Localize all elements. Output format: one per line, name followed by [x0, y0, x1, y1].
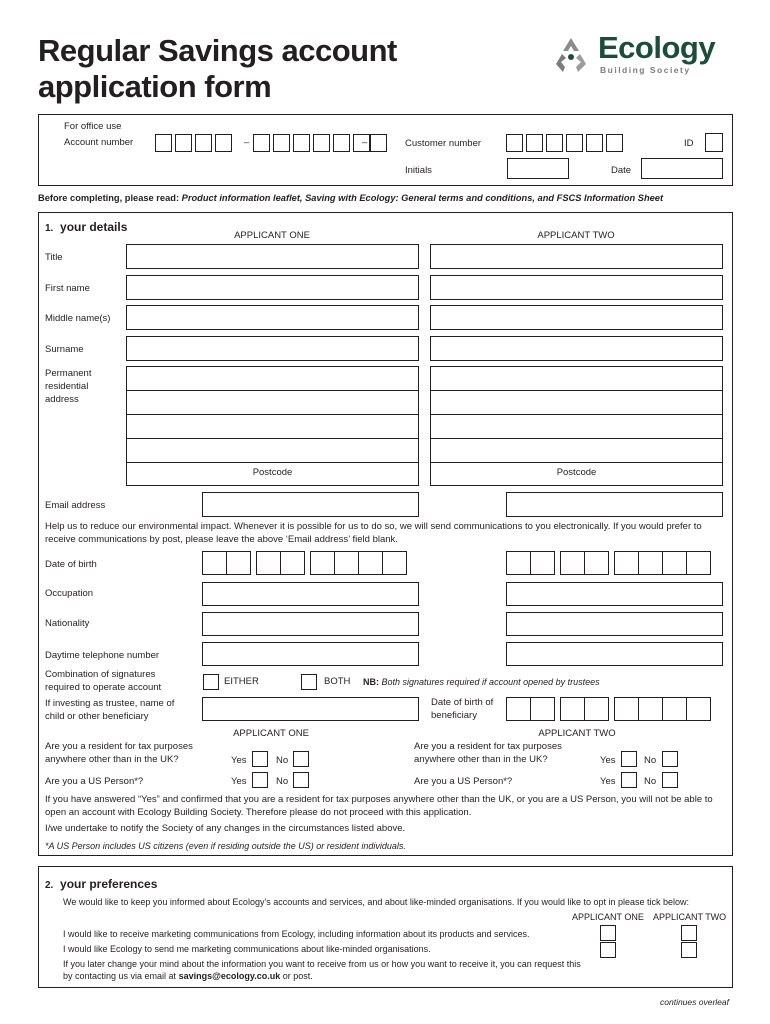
applicant-one-occupation-input[interactable] [202, 582, 419, 606]
digit-box[interactable] [662, 697, 687, 721]
section-title: your preferences [60, 877, 158, 891]
email-note: Help us to reduce our environmental impact. Whenever it is possible for us to do so, we will send communications to you electronically. If you would prefer to receive communications by post, please leave the above ‘Email address’ field blank. [45, 521, 702, 545]
applicant-two-ecology-marketing-checkbox[interactable] [681, 925, 697, 941]
applicant-one-ecology-marketing-checkbox[interactable] [600, 925, 616, 941]
either-checkbox[interactable] [203, 674, 219, 690]
digit-box[interactable] [202, 551, 227, 575]
tax-applicant-one-heading: APPLICANT ONE [233, 728, 309, 739]
email-label: Email address [45, 500, 106, 511]
tax-warning: If you have answered “Yes” and confirmed that you are a resident for tax purposes anywhere other than the UK, or you are a US Person, you will not be able to open an account with Ecology Building Society. Therefore please do not proceed with this application. [45, 794, 713, 818]
digit-box[interactable] [273, 134, 290, 152]
digit-box[interactable] [175, 134, 192, 152]
section-title: your details [60, 220, 128, 234]
applicant-one-us-yes-checkbox[interactable] [252, 772, 268, 788]
digit-box[interactable] [506, 134, 523, 152]
digit-box[interactable] [313, 134, 330, 152]
no-label: No [276, 755, 289, 766]
applicant-one-organisations-marketing-checkbox[interactable] [600, 942, 616, 958]
first-name-label: First name [45, 283, 90, 294]
digit-box[interactable] [526, 134, 543, 152]
savings-email-link[interactable]: savings@ecology.co.uk [178, 971, 281, 981]
logo-name: Ecology [598, 30, 716, 65]
digit-box[interactable] [586, 134, 603, 152]
change-note-text: If you later change your mind about the information you want to receive from us or how you want to receive it, you can request this by contacting us via email at [63, 959, 581, 981]
occupation-label: Occupation [45, 588, 94, 599]
dash: – [244, 137, 250, 148]
both-checkbox[interactable] [301, 674, 317, 690]
digit-box[interactable] [155, 134, 172, 152]
change-preferences-note [63, 958, 583, 982]
nb-label: NB: [363, 677, 379, 687]
dash: – [362, 137, 368, 148]
yes-label: Yes [231, 755, 247, 766]
us-person-footnote: *A US Person includes US citizens (even if residing outside the US) or resident individuals. [45, 841, 406, 851]
applicant-one-us-no-checkbox[interactable] [293, 772, 309, 788]
yes-label: Yes [231, 776, 247, 787]
digit-box[interactable] [334, 551, 359, 575]
digit-box[interactable] [614, 551, 639, 575]
date-label: Date [611, 165, 632, 176]
customer-number-label: Customer number [405, 138, 482, 149]
change-note-suffix: or post. [280, 971, 313, 981]
marketing-option-ecology: I would like to receive marketing communications from Ecology, including information about its products and services. [63, 929, 530, 939]
digit-box[interactable] [253, 134, 270, 152]
digit-box[interactable] [546, 134, 563, 152]
applicant-two-email-input[interactable] [506, 492, 723, 517]
pref-applicant-two-heading: APPLICANT TWO [653, 912, 727, 922]
applicant-two-resident-no-checkbox[interactable] [662, 751, 678, 767]
logo-subtitle: Building Society [600, 65, 691, 75]
nb-note [363, 676, 600, 688]
no-label: No [644, 755, 657, 766]
pref-applicant-one-heading: APPLICANT ONE [572, 912, 644, 922]
no-label: No [644, 776, 657, 787]
digit-box[interactable] [310, 551, 335, 575]
digit-box[interactable] [370, 134, 387, 152]
applicant-two-us-yes-checkbox[interactable] [621, 772, 637, 788]
digit-box[interactable] [280, 551, 305, 575]
customer-number-digits[interactable] [506, 134, 626, 152]
digit-box[interactable] [662, 551, 687, 575]
applicant-two-resident-question: Are you a resident for tax purposes anywhere other than in the UK? [414, 741, 562, 765]
digit-box[interactable] [293, 134, 310, 152]
either-label: EITHER [224, 676, 259, 687]
applicant-two-first-name-input[interactable] [430, 275, 723, 300]
applicant-two-phone-input[interactable] [506, 642, 723, 666]
ecology-logo [550, 30, 740, 78]
applicant-one-resident-yes-checkbox[interactable] [252, 751, 268, 767]
initials-label: Initials [405, 165, 432, 176]
digit-box[interactable] [686, 551, 711, 575]
digit-box[interactable] [195, 134, 212, 152]
yes-label: Yes [600, 755, 616, 766]
applicant-two-nationality-input[interactable] [506, 612, 723, 636]
postcode-label: Postcode [252, 467, 293, 478]
read-notice [38, 192, 663, 204]
applicant-two-surname-input[interactable] [430, 336, 723, 361]
preferences-intro: We would like to keep you informed about Ecology’s accounts and services, and about like-minded organisations. If you would like to opt in please tick below: [63, 897, 690, 907]
section-number: 1. [45, 223, 54, 234]
phone-label: Daytime telephone number [45, 650, 160, 661]
digit-box[interactable] [638, 697, 663, 721]
no-label: No [276, 776, 289, 787]
applicant-one-middle-names-input[interactable] [126, 305, 419, 330]
applicant-two-us-no-checkbox[interactable] [662, 772, 678, 788]
both-label: BOTH [324, 676, 351, 687]
account-number-digits-c[interactable] [370, 134, 390, 152]
digit-box[interactable] [606, 134, 623, 152]
id-input[interactable] [705, 133, 723, 152]
tax-applicant-two-heading: APPLICANT TWO [538, 728, 616, 739]
dob-label: Date of birth [45, 559, 97, 570]
page-title [38, 33, 397, 105]
marketing-option-organisations: I would like Ecology to send me marketing communications about like-minded organisations. [63, 944, 431, 954]
section-1-heading [45, 220, 127, 234]
digit-box[interactable] [560, 697, 585, 721]
address-label: Permanent residential address [45, 368, 92, 405]
digit-box[interactable] [506, 697, 531, 721]
applicant-one-first-name-input[interactable] [126, 275, 419, 300]
account-number-digits-b[interactable] [253, 134, 373, 152]
date-input[interactable] [641, 158, 723, 179]
applicant-two-dob-input[interactable] [506, 551, 716, 575]
applicant-two-organisations-marketing-checkbox[interactable] [681, 942, 697, 958]
recycle-icon [550, 34, 592, 76]
digit-box[interactable] [584, 697, 609, 721]
applicant-one-email-input[interactable] [202, 492, 419, 517]
digit-box[interactable] [215, 134, 232, 152]
applicant-one-resident-no-checkbox[interactable] [293, 751, 309, 767]
notice-prefix: Before completing, please read: [38, 193, 182, 203]
id-label: ID [684, 138, 694, 149]
applicant-one-nationality-input[interactable] [202, 612, 419, 636]
applicant-one-address-input[interactable] [126, 366, 419, 486]
digit-box[interactable] [506, 551, 531, 575]
notice-documents: Product information leaflet, Saving with Ecology: General terms and conditions, and FSCS Information Sheet [181, 193, 664, 203]
applicant-two-address-input[interactable] [430, 366, 723, 486]
applicant-two-title-input[interactable] [430, 244, 723, 269]
applicant-one-title-input[interactable] [126, 244, 419, 269]
trustee-label: If investing as trustee, name of child or other beneficiary [45, 698, 175, 722]
nationality-label: Nationality [45, 618, 90, 629]
title-label: Title [45, 252, 63, 263]
applicant-one-surname-input[interactable] [126, 336, 419, 361]
applicant-one-us-question: Are you a US Person*? [45, 776, 144, 787]
section-2-heading [45, 877, 157, 891]
beneficiary-name-input[interactable] [202, 697, 419, 721]
applicant-one-phone-input[interactable] [202, 642, 419, 666]
digit-box[interactable] [566, 134, 583, 152]
surname-label: Surname [45, 344, 84, 355]
applicant-two-resident-yes-checkbox[interactable] [621, 751, 637, 767]
beneficiary-dob-input[interactable] [506, 697, 716, 721]
digit-box[interactable] [614, 697, 639, 721]
applicant-two-heading: APPLICANT TWO [537, 230, 615, 241]
account-number-digits-a[interactable] [155, 134, 235, 152]
applicant-two-us-question: Are you a US Person*? [414, 776, 513, 787]
signatures-label: Combination of signatures required to operate account [45, 669, 162, 693]
initials-input[interactable] [507, 158, 569, 179]
yes-label: Yes [600, 776, 616, 787]
continues-overleaf: continues overleaf [660, 997, 729, 1007]
digit-box[interactable] [358, 551, 383, 575]
digit-box[interactable] [256, 551, 281, 575]
account-number-label: Account number [64, 137, 134, 148]
section-number: 2. [45, 880, 54, 891]
applicant-one-resident-question: Are you a resident for tax purposes anywhere other than in the UK? [45, 741, 193, 765]
undertake-statement: I/we undertake to notify the Society of any changes in the circumstances listed above. [45, 823, 406, 834]
office-use-heading: For office use [64, 121, 122, 132]
digit-box[interactable] [382, 551, 407, 575]
digit-box[interactable] [530, 551, 555, 575]
digit-box[interactable] [686, 697, 711, 721]
title-line-2: application form [38, 69, 272, 104]
digit-box[interactable] [530, 697, 555, 721]
title-line-1: Regular Savings account [38, 33, 397, 68]
digit-box[interactable] [226, 551, 251, 575]
digit-box[interactable] [638, 551, 663, 575]
postcode-label: Postcode [556, 467, 597, 478]
applicant-two-occupation-input[interactable] [506, 582, 723, 606]
applicant-one-dob-input[interactable] [202, 551, 412, 575]
digit-box[interactable] [560, 551, 585, 575]
digit-box[interactable] [333, 134, 350, 152]
digit-box[interactable] [584, 551, 609, 575]
applicant-one-heading: APPLICANT ONE [234, 230, 310, 241]
nb-text: Both signatures required if account opened by trustees [379, 677, 600, 687]
middle-names-label: Middle name(s) [45, 313, 111, 324]
beneficiary-dob-label: Date of birth of beneficiary [431, 697, 494, 721]
applicant-two-middle-names-input[interactable] [430, 305, 723, 330]
